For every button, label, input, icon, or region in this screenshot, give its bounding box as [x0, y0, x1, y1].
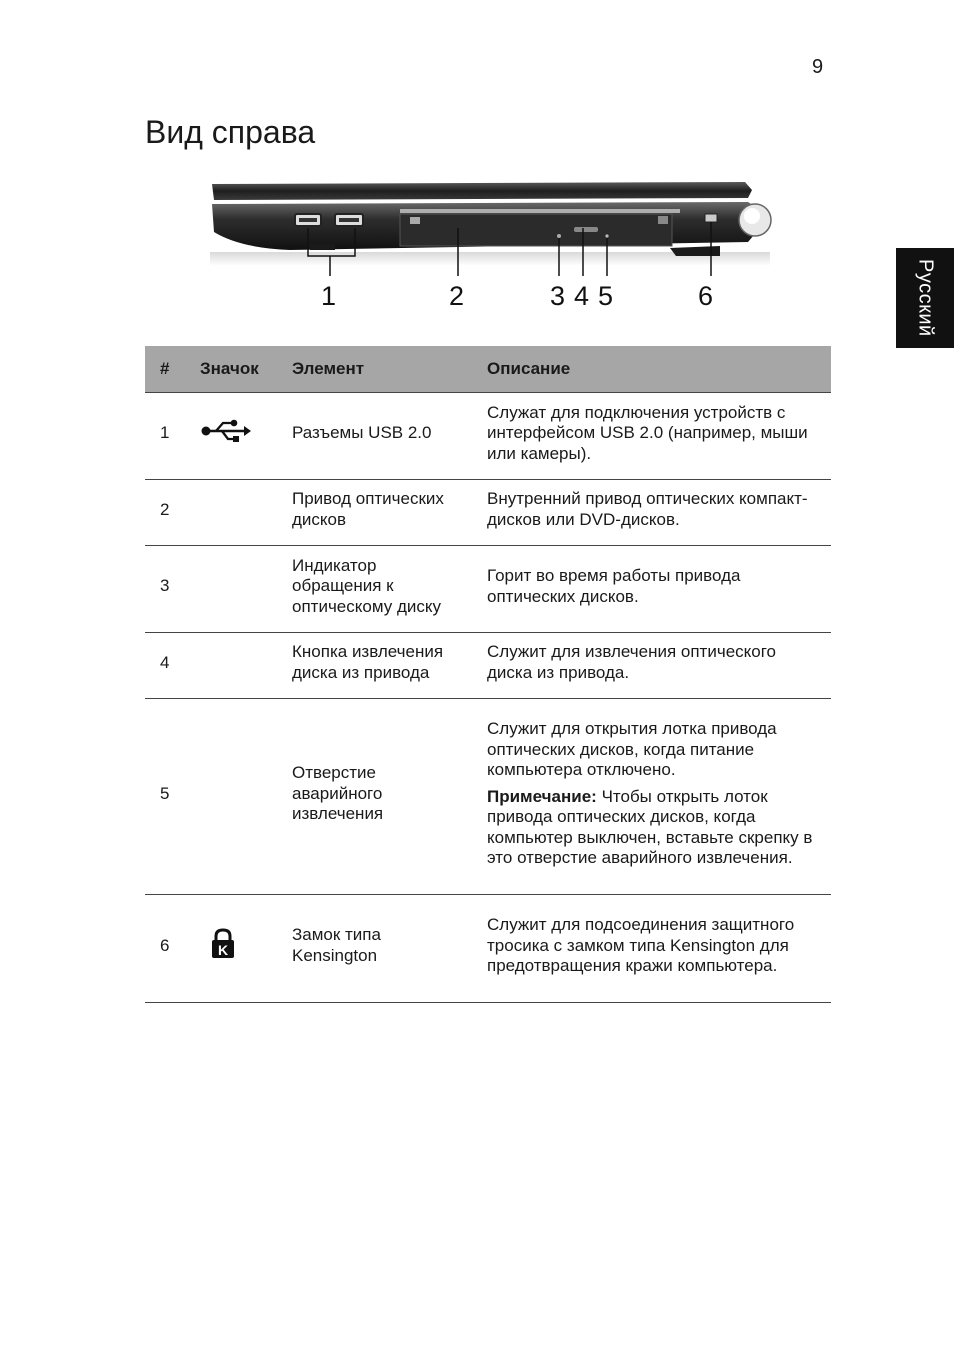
note-text: Чтобы открыть лоток привода оптических дисков, когда компьютер выключен, вставьте скрепку в это отверстие аварийного извлечения.	[487, 786, 813, 868]
callout-5: 5	[598, 281, 614, 311]
row-icon-cell	[185, 546, 277, 633]
table-header-row	[145, 346, 831, 393]
row-description: Внутренний привод оптических компакт-дисков или DVD-дисков.	[472, 480, 831, 546]
row-num: 6	[145, 895, 185, 1003]
language-tab	[896, 248, 954, 348]
callout-6: 6	[698, 281, 714, 311]
header-num: #	[145, 346, 185, 393]
page-number: 9	[812, 56, 824, 78]
row-element: Отверстие аварийного извлечения	[277, 699, 472, 895]
usb-icon	[200, 418, 252, 444]
header-element: Элемент	[277, 346, 472, 393]
row-num: 5	[145, 699, 185, 895]
row-element: Разъемы USB 2.0	[277, 393, 472, 480]
row-description: Служит для открытия лотка привода оптических дисков, когда питание компьютера отключено.	[487, 718, 777, 780]
row-description: Горит во время работы привода оптических дисков.	[472, 546, 831, 633]
row-num: 3	[145, 546, 185, 633]
row-icon-cell	[185, 480, 277, 546]
row-element: Индикатор обращения к оптическому диску	[277, 546, 472, 633]
laptop-lid	[212, 182, 752, 200]
language-tab-label: Русский	[914, 259, 937, 337]
row-description-cell	[472, 699, 831, 895]
row-icon-cell	[185, 393, 277, 480]
laptop-right-side-illustration	[200, 172, 790, 322]
table-row	[145, 546, 831, 633]
row-description: Служит для подсоединения защитного тросика с замком типа Kensington для предотвращения кражи компьютера.	[472, 895, 831, 1003]
svg-text:K: K	[218, 942, 229, 959]
row-element: Привод оптических дисков	[277, 480, 472, 546]
callout-3: 3	[550, 281, 566, 311]
row-num: 1	[145, 393, 185, 480]
table-row	[145, 633, 831, 699]
row-icon-cell	[185, 633, 277, 699]
callout-4: 4	[574, 281, 590, 311]
table-row	[145, 699, 831, 895]
optical-drive-shape	[400, 214, 672, 246]
row-element: Замок типа Kensington	[277, 895, 472, 1003]
table-row	[145, 895, 831, 1003]
row-description: Служит для извлечения оптического диска из привода.	[472, 633, 831, 699]
row-description: Служат для подключения устройств с интерфейсом USB 2.0 (например, мыши или камеры).	[472, 393, 831, 480]
page-title: Вид справа	[145, 114, 316, 150]
table-row	[145, 393, 831, 480]
row-note	[487, 787, 823, 869]
kensington-lock-icon	[200, 927, 252, 959]
callout-1: 1	[321, 281, 337, 311]
note-label: Примечание:	[487, 786, 597, 806]
table-row	[145, 480, 831, 546]
kensington-slot-shape	[705, 214, 717, 222]
row-icon-cell	[185, 895, 277, 1003]
header-icon: Значок	[185, 346, 277, 393]
ports-table	[145, 346, 831, 1003]
row-element: Кнопка извлечения диска из привода	[277, 633, 472, 699]
row-num: 2	[145, 480, 185, 546]
row-icon-cell	[185, 699, 277, 895]
header-description: Описание	[472, 346, 831, 393]
row-num: 4	[145, 633, 185, 699]
callout-2: 2	[449, 281, 465, 311]
